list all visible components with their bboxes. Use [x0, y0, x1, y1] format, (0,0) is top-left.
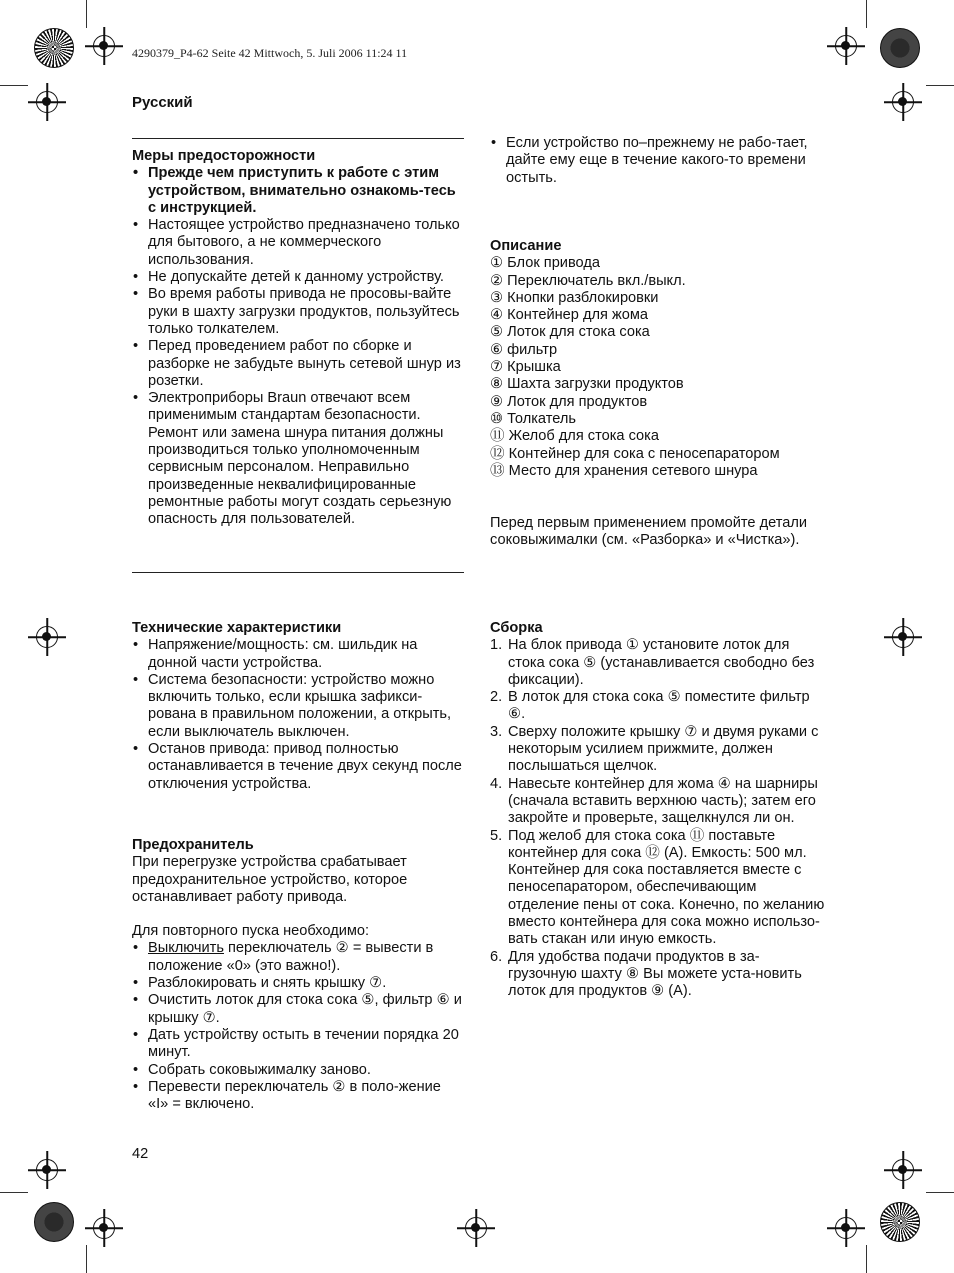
list-item: • Перевести переключатель ② в поло-жение «I» = включено. — [132, 1079, 464, 1114]
part-item: ⑨ Лоток для продуктов — [490, 393, 648, 410]
page-number: 42 — [132, 1146, 149, 1162]
list-item: • Собрать соковыжималку заново. — [132, 1062, 464, 1079]
crop-mark — [86, 1245, 87, 1273]
language-heading: Русский — [132, 94, 193, 111]
description-heading: Описание — [490, 238, 562, 254]
list-item: • Во время работы привода не просовы-вайте руки в шахту загрузки продуктов, пользуйтесь только толкателем. — [132, 286, 464, 338]
list-item: • Если устройство по–прежнему не рабо-тает, дайте ему еще в течение какого-то времени остыть. — [490, 135, 825, 187]
registration-target-icon — [892, 91, 914, 113]
list-item: • Настоящее устройство предназначено только для бытового, а не коммерческого использования. — [132, 217, 464, 269]
part-item: ⑧ Шахта загрузки продуктов — [490, 376, 684, 393]
list-item: • Не допускайте детей к данному устройству. — [132, 269, 464, 286]
crop-mark — [866, 0, 867, 28]
registration-target-icon — [835, 1217, 857, 1239]
part-item: ⑥ фильтр — [490, 341, 558, 358]
registration-target-icon — [36, 1159, 58, 1181]
list-item: 2. В лоток для стока сока ⑤ поместите фильтр ⑥. — [490, 689, 810, 723]
description-section — [490, 238, 825, 480]
registration-target-icon — [36, 91, 58, 113]
divider — [132, 572, 464, 573]
precautions-heading: Меры предосторожности — [132, 148, 316, 164]
registration-target-icon — [465, 1217, 487, 1239]
registration-star-top-right — [880, 28, 920, 68]
fuse-paragraph: При перегрузке устройства срабатывает предохранительное устройство, которое останавливает работу привода. — [132, 854, 408, 905]
registration-star-top-left — [34, 28, 74, 68]
print-slug: 4290379_P4-62 Seite 42 Mittwoch, 5. Juli 2006 11:24 11 — [132, 46, 408, 60]
fuse-heading: Предохранитель — [132, 837, 254, 853]
divider — [132, 138, 464, 139]
registration-target-icon — [892, 1159, 914, 1181]
cooldown-section — [490, 135, 825, 187]
crop-mark — [0, 85, 28, 86]
list-item: 1. На блок привода ① установите лоток для стока сока ⑤ (устанавливается свободно без фиксации). — [490, 637, 815, 688]
tech-list — [132, 637, 464, 793]
registration-star-bottom-left — [34, 1202, 74, 1242]
assembly-section — [490, 620, 825, 1001]
list-item: • Дать устройству остыть в течении порядка 20 минут. — [132, 1027, 464, 1062]
list-item: • Электроприборы Braun отвечают всем применимым стандартам безопасности. Ремонт или замена шнура питания должны производиться только уполномоченным сервисным персоналом. Неправильно произведенные неквалифицированные ремонтные работы могут создать серьезную опасность для пользователей. — [132, 390, 464, 528]
registration-star-bottom-right — [880, 1202, 920, 1242]
assembly-steps — [490, 637, 825, 1000]
part-item: ① Блок привода — [490, 255, 600, 272]
underlined-word: Выключить — [148, 940, 224, 957]
crop-mark — [866, 1245, 867, 1273]
list-item: • Разблокировать и снять крышку ⑦. — [132, 975, 464, 992]
registration-target-icon — [93, 1217, 115, 1239]
part-item: ⑫ Контейнер для сока с пеносепаратором — [490, 445, 780, 462]
list-item: • Останов привода: привод полностью останавливается в течение двух секунд после отключения устройства. — [132, 741, 464, 793]
list-item: • Напряжение/мощность: см. шильдик на донной части устройства. — [132, 637, 464, 672]
part-item: ⑦ Крышка — [490, 359, 561, 376]
list-item: 4. Навесьте контейнер для жома ④ на шарниры (сначала вставить верхнюю часть); затем его закройте и проверьте, защелкнулся ли он. — [490, 775, 818, 827]
list-item: 3. Сверху положите крышку ⑦ и двумя руками с некоторым усилием прижмите, должен послышаться щелчок. — [490, 723, 819, 775]
tech-heading: Технические характеристики — [132, 620, 342, 636]
part-item: ⑩ Толкатель — [490, 410, 576, 427]
list-item: • Очистить лоток для стока сока ⑤, фильтр ⑥ и крышку ⑦. — [132, 992, 464, 1027]
registration-target-icon — [36, 626, 58, 648]
crop-mark — [926, 85, 954, 86]
part-item: ⑬ Место для хранения сетевого шнура — [490, 462, 758, 479]
list-item: • Прежде чем приступить к работе с этим устройством, внимательно ознакомь-тесь с инструкцией. — [132, 165, 464, 217]
tech-section — [132, 620, 464, 793]
list-item: • Перед проведением работ по сборке и разборке не забудьте вынуть сетевой шнур из розетки. — [132, 338, 464, 390]
list-item: 6. Для удобства подачи продуктов в за-грузочную шахту ⑧ Вы можете уста-новить лоток для продуктов ⑨ (A). — [490, 948, 802, 1000]
fuse-list — [132, 940, 464, 1113]
assembly-heading: Сборка — [490, 620, 543, 636]
list-item: 5. Под желоб для стока сока ⑪ поставьте контейнер для сока ⑫ (A). Емкость: 500 мл. Контейнер для сока поставляется вместе с пеносепаратором, обеспечивающим отделение пены от сока. Конечно, по желанию вместо контейнера для сока можно использо-вать стакан или иную емкость. — [490, 827, 825, 948]
part-item: ④ Контейнер для жома — [490, 307, 648, 324]
crop-mark — [86, 0, 87, 28]
part-item: ⑪ Желоб для стока сока — [490, 428, 659, 445]
list-item: • Система безопасности: устройство можно включить только, если крышка зафикси-рована в правильном положении, а открыть, если выключатель выключен. — [132, 672, 464, 741]
list-item: • Выключить переключатель ② = вывести в положение «0» (это важно!). — [132, 940, 464, 975]
precautions-list — [132, 165, 464, 528]
precautions-section — [132, 148, 464, 529]
part-item: ⑤ Лоток для стока сока — [490, 324, 650, 341]
crop-mark — [0, 1192, 28, 1193]
registration-target-icon — [93, 35, 115, 57]
fuse-intro: Для повторного пуска необходимо: — [132, 923, 370, 940]
registration-target-icon — [835, 35, 857, 57]
part-item: ③ Кнопки разблокировки — [490, 289, 659, 306]
first-use-note: Перед первым применением промойте детали соковыжималки (см. «Разборка» и «Чистка»). — [490, 515, 808, 549]
registration-target-icon — [892, 626, 914, 648]
crop-mark — [926, 1192, 954, 1193]
fuse-section — [132, 837, 464, 1113]
part-item: ② Переключатель вкл./выкл. — [490, 272, 686, 289]
